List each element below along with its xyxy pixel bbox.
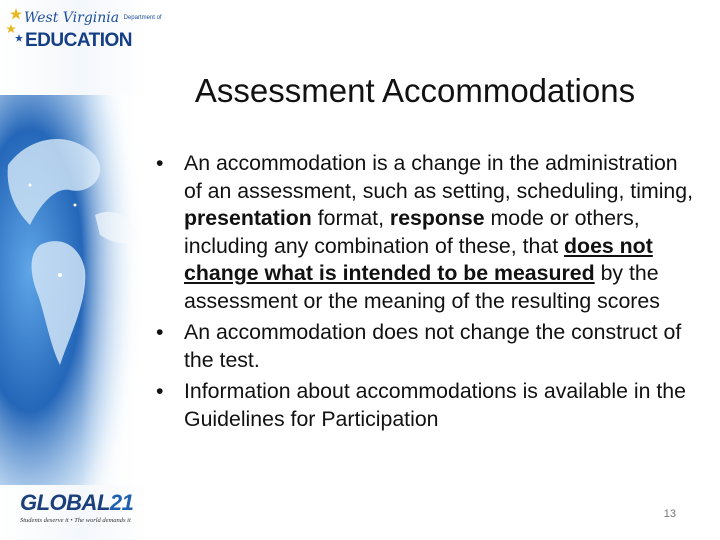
wv-logo-line1: West Virginia Department of: [24, 10, 162, 26]
bullet-list: [155, 150, 700, 437]
left-sidebar: [0, 0, 162, 540]
wv-education-logo: [4, 4, 162, 56]
wv-logo-dept: Department of: [123, 15, 162, 21]
bullet-symbol: •: [156, 379, 164, 403]
bullet-item: • An accommodation is a change in the administration of an assessment, such as setting, scheduling, timing, presentation format, response mode or others, including any combination of these, that does not change what is intended to be measured by the assessment or the meaning of the resulting scores: [156, 151, 694, 313]
emphasis-text: does not change what is intended to be measured: [184, 233, 653, 285]
wv-logo-line2: EDUCATION: [25, 30, 133, 51]
globe-image: [0, 95, 148, 485]
global21-title: GLOBAL21: [20, 490, 134, 515]
bullet-item: • Information about accommodations is available in the Guidelines for Participation: [156, 379, 686, 431]
bullet-item: • An accommodation does not change the construct of the test.: [156, 320, 682, 372]
page-number: 13: [663, 508, 676, 520]
global21-logo: [18, 490, 143, 530]
global21-tagline: Students deserve it • The world demands it: [20, 517, 131, 524]
bullet-symbol: •: [156, 151, 164, 175]
bullet-symbol: •: [156, 320, 164, 344]
slide-title: Assessment Accommodations: [194, 72, 636, 109]
